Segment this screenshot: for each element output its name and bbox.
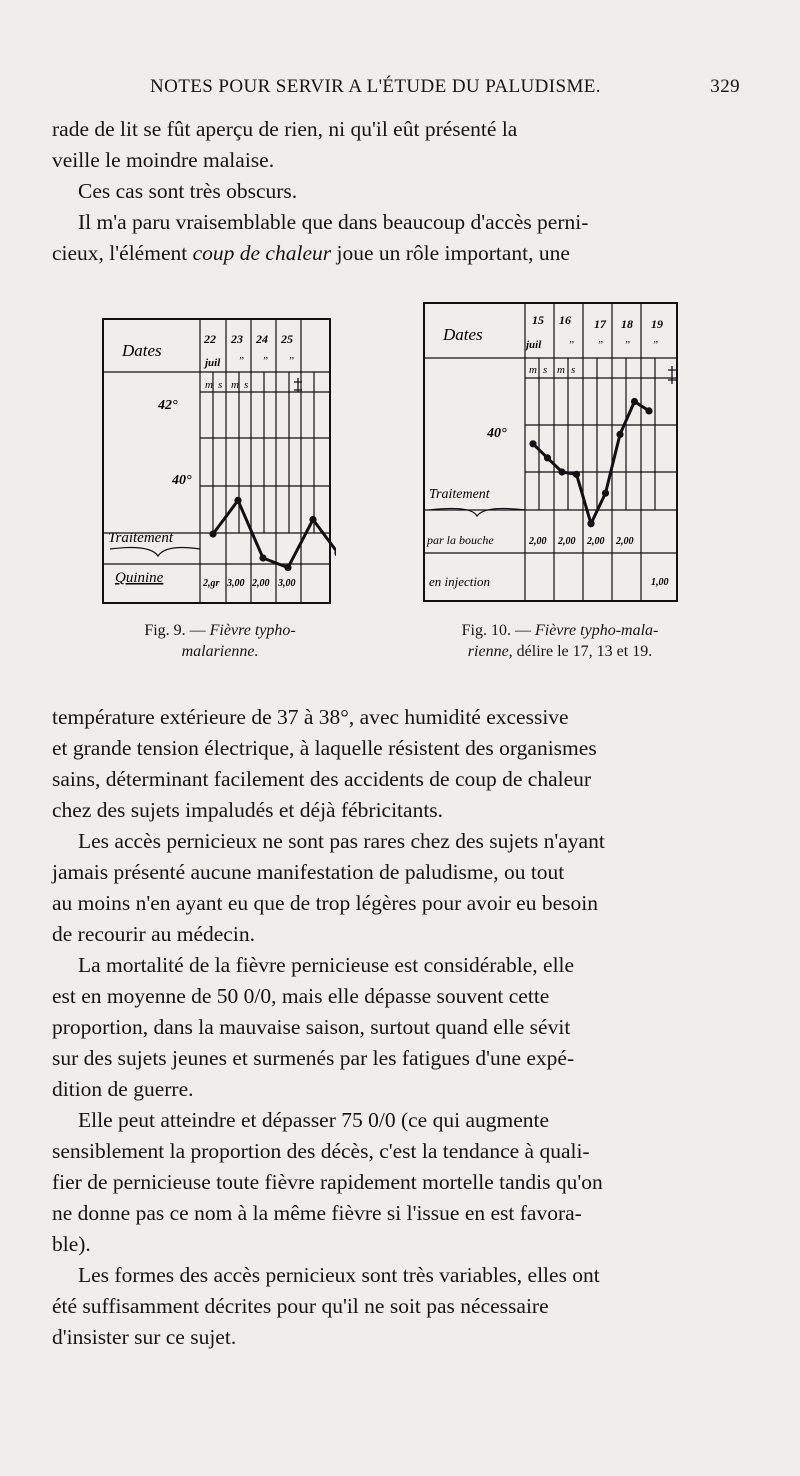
fig9-day-label: 23 (231, 332, 243, 346)
fig10-ms: s (571, 364, 576, 376)
fig9-dose: 2,gr (203, 578, 220, 589)
caption-text: Fièvre typho- (209, 622, 296, 639)
temperature-line (213, 476, 336, 567)
fig9-series (209, 473, 336, 571)
fig9-caption (105, 620, 335, 662)
text-line: La mortalité de la fièvre pernicieuse est considérable, elle (78, 953, 575, 977)
fig9-month-label: juil (205, 357, 221, 369)
temperature-point (234, 497, 241, 504)
temperature-point (645, 407, 652, 414)
fig10-ditto: ” (597, 339, 604, 351)
temperature-point (573, 471, 580, 478)
temperature-point (631, 398, 638, 405)
caption-text: Fièvre typho-mala- (534, 622, 659, 639)
fig9-quinine-label: Quinine (115, 570, 164, 586)
fig10-day-label: 15 (532, 313, 544, 327)
fig10-bouche-label: par la bouche (427, 533, 494, 547)
text-line: est en moyenne de 50 0/0, mais elle dépasse souvent cette (52, 984, 550, 1008)
text-line: proportion, dans la mauvaise saison, surtout quand elle sévit (52, 1015, 571, 1039)
fig9-day-label: 25 (281, 332, 293, 346)
text-line: Elle peut atteindre et dépasser 75 0/0 (ce qui augmente (78, 1108, 550, 1132)
text-line: d'insister sur ce sujet. (52, 1325, 237, 1349)
fig10-ms: s (543, 364, 548, 376)
caption-text: délire le 17, 13 et 19. (512, 643, 653, 660)
text-run: joue un rôle important, une (331, 241, 570, 265)
text-line: jamais présenté aucune manifestation de paludisme, ou tout (52, 860, 565, 884)
text-line: Il m'a paru vraisemblable que dans beaucoup d'accès perni- (78, 210, 589, 234)
fig9-dose: 3,00 (278, 578, 296, 589)
caption-text: rienne, (467, 643, 513, 660)
text-line: sensiblement la proportion des décès, c'est la tendance à quali- (52, 1139, 590, 1163)
fig10-ditto: ” (624, 339, 631, 351)
fig10-dose: 2,00 (587, 536, 605, 547)
fig9-ms: s (218, 379, 223, 391)
temperature-point (309, 516, 316, 523)
text-run: cieux, l'élément (52, 241, 193, 265)
fig10-day-label: 19 (651, 317, 663, 331)
text-line: chez des sujets impaludés et déjà fébricitants. (52, 798, 444, 822)
fig10-dates-label: Dates (443, 325, 483, 344)
top-text-block (52, 114, 742, 269)
fig10-series (529, 398, 652, 527)
fig9-brace (110, 548, 200, 556)
fig10-40-label: 40° (487, 426, 507, 441)
temperature-line (533, 402, 649, 524)
fig10-ditto: ” (652, 339, 659, 351)
temperature-point (544, 454, 551, 461)
text-line: et grande tension électrique, à laquelle résistent des organismes (52, 736, 597, 760)
fig9-day-label: 22 (204, 332, 216, 346)
fig9-ms: m (231, 379, 239, 391)
fig10-caption (425, 620, 695, 662)
text-line: dition de guerre. (52, 1077, 194, 1101)
fig10-ms: m (557, 364, 565, 376)
caption-text: Fig. 9. — (144, 622, 210, 639)
fig9-dose: 3,00 (227, 578, 245, 589)
fig10-dose: 1,00 (651, 577, 669, 588)
temperature-point (284, 564, 291, 571)
fig10-dose: 2,00 (616, 536, 634, 547)
text-line (52, 238, 742, 269)
fig10-injection-label: en injection (429, 574, 491, 589)
temperature-point (558, 468, 565, 475)
fig9-dates-label: Dates (122, 341, 162, 360)
caption-text: malarienne. (181, 643, 259, 660)
page-number: 329 (710, 76, 740, 97)
fig10-traitement-label: Traitement (429, 487, 490, 502)
fig10-temperature-chart (421, 300, 683, 606)
fig9-ditto: ” (262, 355, 269, 367)
temperature-point (529, 440, 536, 447)
fig10-grid (424, 303, 677, 601)
fig9-42-label: 42° (158, 398, 178, 413)
temperature-point (587, 520, 594, 527)
text-line: été suffisamment décrites pour qu'il ne soit pas nécessaire (52, 1294, 549, 1318)
temperature-point (616, 431, 623, 438)
fig10-day-label: 16 (559, 313, 571, 327)
paragraph: Ces cas sont très obscurs. (78, 179, 298, 203)
text-line: au moins n'en ayant eu que de trop légères pour avoir eu besoin (52, 891, 598, 915)
text-line: rade de lit se fût aperçu de rien, ni qu'il eût présenté la (52, 117, 518, 141)
temperature-point (602, 490, 609, 497)
text-line: veille le moindre malaise. (52, 148, 275, 172)
temperature-point (209, 530, 216, 537)
fig10-ditto: ” (568, 339, 575, 351)
fig9-day-label: 24 (256, 332, 268, 346)
text-line: fier de pernicieuse toute fièvre rapidement mortelle tandis qu'on (52, 1170, 603, 1194)
fig10-day-label: 18 (621, 317, 633, 331)
text-line: Les formes des accès pernicieux sont très variables, elles ont (78, 1263, 600, 1287)
caption-text: Fig. 10. — (461, 622, 535, 639)
fig9-traitement-label: Traitement (108, 530, 174, 546)
running-header (150, 72, 740, 102)
temperature-point (259, 554, 266, 561)
emphasis: coup de chaleur (192, 241, 332, 265)
fig9-dose: 2,00 (252, 578, 270, 589)
text-line: ble). (52, 1232, 91, 1256)
text-line: ne donne pas ce nom à la même fièvre si l'issue en est favora- (52, 1201, 582, 1225)
fig9-ms: s (244, 379, 249, 391)
fig9-ditto: ” (238, 355, 245, 367)
fig10-month-label: juil (526, 339, 542, 351)
fig10-ms: m (529, 364, 537, 376)
bottom-text-block (52, 702, 742, 1353)
fig9-ms: m (205, 379, 213, 391)
text-line: Les accès pernicieux ne sont pas rares chez des sujets n'ayant (78, 829, 605, 853)
fig10-day-label: 17 (594, 317, 606, 331)
fig10-dose: 2,00 (529, 536, 547, 547)
fig10-frame (424, 303, 677, 601)
fig9-40-label: 40° (172, 473, 192, 488)
text-line: sur des sujets jeunes et surmenés par les fatigues d'une expé- (52, 1046, 575, 1070)
fig9-temperature-chart (100, 316, 336, 608)
fig10-death-cross-icon (668, 366, 676, 384)
fig10-dose: 2,00 (558, 536, 576, 547)
text-line: de recourir au médecin. (52, 922, 255, 946)
text-line: sains, déterminant facilement des accidents de coup de chaleur (52, 767, 592, 791)
header-title: NOTES POUR SERVIR A L'ÉTUDE DU PALUDISME. (150, 76, 601, 97)
fig9-ditto: ” (288, 355, 295, 367)
text-line: température extérieure de 37 à 38°, avec humidité excessive (52, 705, 569, 729)
